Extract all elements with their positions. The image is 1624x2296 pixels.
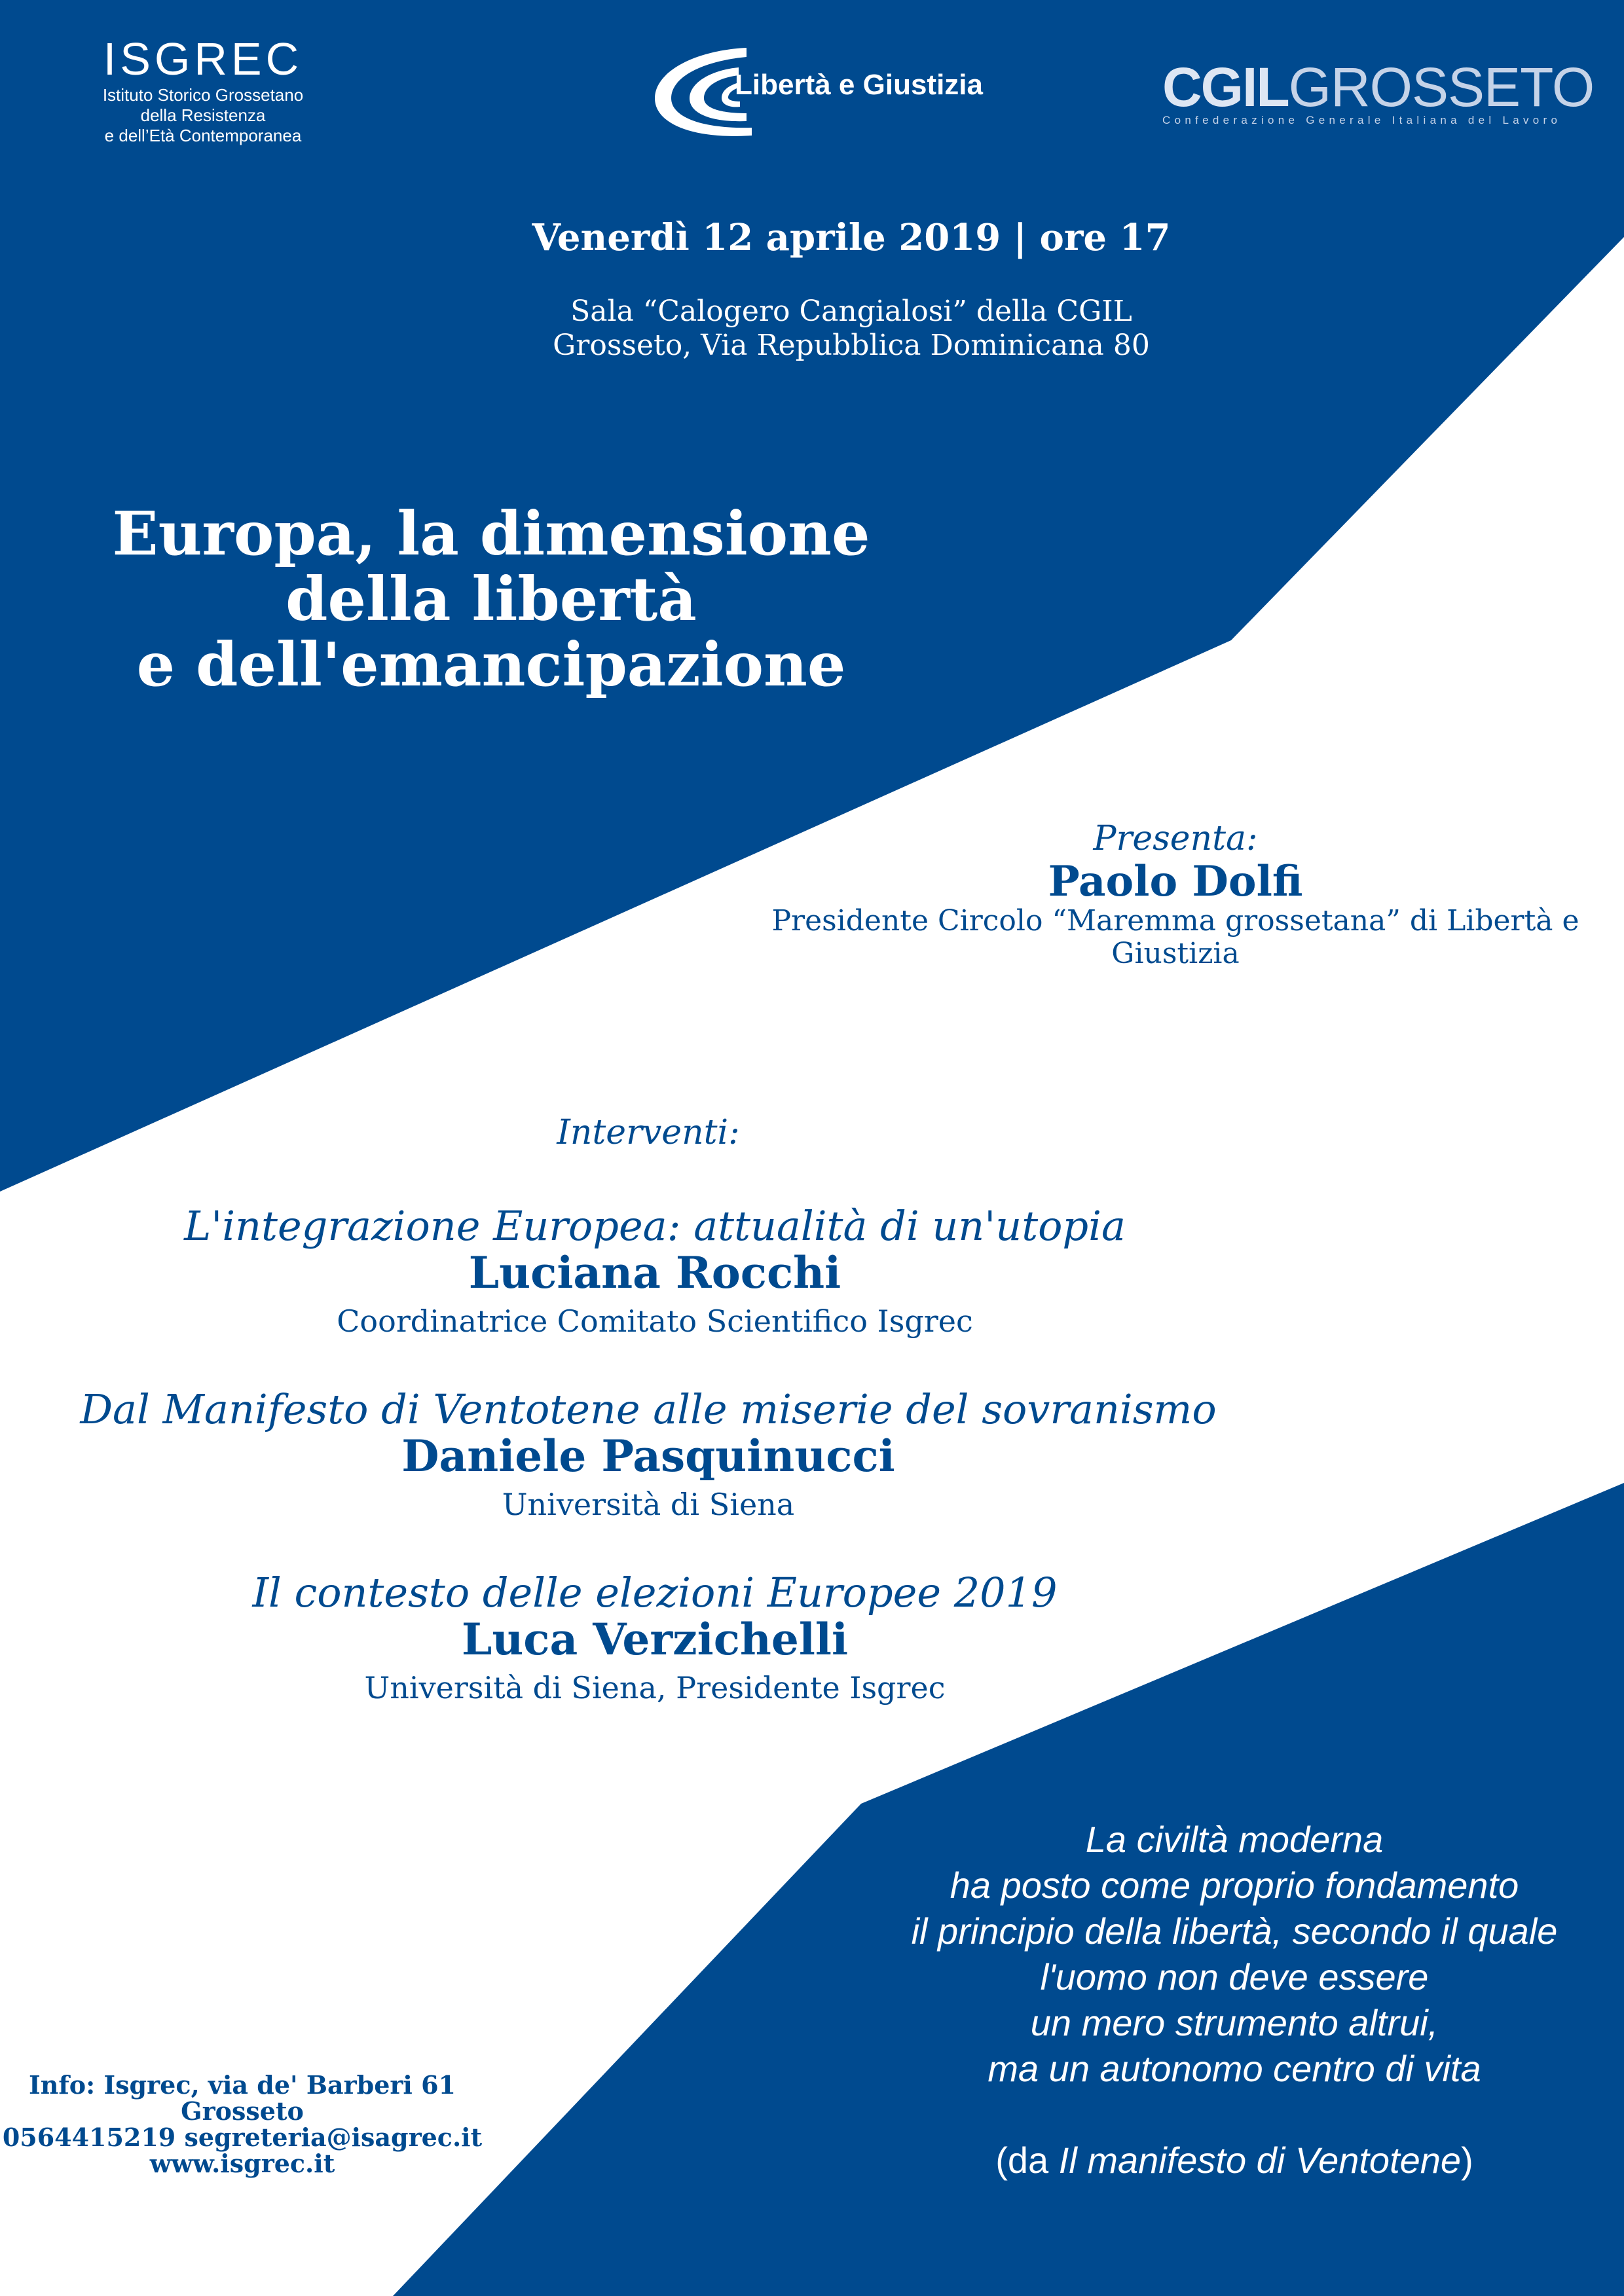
talk-item bbox=[26, 1203, 1283, 1341]
liberta-giustizia-logo bbox=[648, 36, 989, 147]
quote-source-title: Il manifesto di Ventotene bbox=[1058, 2140, 1462, 2181]
presenter-role: Giustizia bbox=[1111, 937, 1240, 970]
info-city: Grosseto bbox=[181, 2096, 304, 2126]
quote-line: La civiltà moderna bbox=[1085, 1819, 1384, 1860]
presenter-role: Presidente Circolo “Maremma grossetana” di Libertà e bbox=[771, 904, 1579, 938]
event-date: Venerdì 12 aprile 2019 | ore 17 bbox=[532, 216, 1171, 259]
title-line: Europa, la dimensione bbox=[112, 498, 870, 569]
venue-line: Grosseto, Via Repubblica Dominicana 80 bbox=[553, 329, 1150, 362]
isgrec-logo-line: della Resistenza bbox=[140, 105, 266, 125]
venue-line: Sala “Calogero Cangialosi” della CGIL bbox=[570, 295, 1132, 328]
talk-item bbox=[26, 1570, 1283, 1707]
talk-speaker: Luciana Rocchi bbox=[468, 1247, 841, 1298]
presenter-name: Paolo Dolfi bbox=[1048, 857, 1303, 906]
isgrec-logo-line: e dell’Età Contemporanea bbox=[104, 126, 302, 145]
isgrec-logo-mark: ISGREC bbox=[103, 33, 303, 84]
talk-speaker: Luca Verzichelli bbox=[461, 1614, 849, 1665]
liberta-giustizia-name: Libertà e Giustizia bbox=[735, 69, 983, 101]
talks-label: Interventi: bbox=[557, 1113, 740, 1152]
cgil-logo-tagline: Confederazione Generale Italiana del Lavoro bbox=[1162, 114, 1562, 126]
talk-affiliation: Coordinatrice Comitato Scientifico Isgrec bbox=[337, 1303, 973, 1339]
info-website[interactable]: www.isgrec.it bbox=[149, 2149, 335, 2178]
quote-line: ma un autonomo centro di vita bbox=[987, 2048, 1481, 2089]
presenter-label: Presenta: bbox=[1093, 819, 1258, 858]
isgrec-logo bbox=[79, 33, 327, 146]
talk-topic: Il contesto delle elezioni Europee 2019 bbox=[252, 1569, 1058, 1616]
isgrec-logo-line: Istituto Storico Grossetano bbox=[102, 85, 304, 105]
talk-affiliation: Università di Siena, Presidente Isgrec bbox=[364, 1670, 946, 1705]
title-line: e dell'emancipazione bbox=[136, 629, 846, 700]
info-contact[interactable]: 0564415219 segreteria@isagrec.it bbox=[2, 2123, 483, 2152]
quote-source: (da Il manifesto di Ventotene) bbox=[995, 2140, 1473, 2181]
quote-line: il principio della libertà, secondo il quale bbox=[911, 1910, 1558, 1952]
cgil-grosseto-logo bbox=[1162, 56, 1595, 127]
quote-block bbox=[851, 1817, 1617, 2183]
quote-line: l'uomo non deve essere bbox=[1040, 1956, 1429, 1997]
info-block bbox=[0, 2072, 485, 2177]
talk-affiliation: Università di Siena bbox=[502, 1487, 795, 1522]
info-address: Info: Isgrec, via de' Barberi 61 bbox=[29, 2070, 456, 2100]
talk-topic: L'integrazione Europea: attualità di un'utopia bbox=[184, 1202, 1126, 1250]
quote-line: un mero strumento altrui, bbox=[1030, 2002, 1439, 2043]
quote-line: ha posto come proprio fondamento bbox=[950, 1865, 1519, 1906]
event-title bbox=[65, 498, 917, 700]
talk-speaker: Daniele Pasquinucci bbox=[401, 1430, 895, 1482]
cgil-logo-mark: CGILGROSSETO bbox=[1162, 56, 1595, 118]
presenter-block bbox=[740, 818, 1611, 970]
talk-item bbox=[0, 1387, 1297, 1524]
talk-topic: Dal Manifesto di Ventotene alle miserie del sovranismo bbox=[80, 1385, 1217, 1433]
event-venue bbox=[419, 295, 1283, 363]
title-line: della libertà bbox=[286, 564, 697, 634]
